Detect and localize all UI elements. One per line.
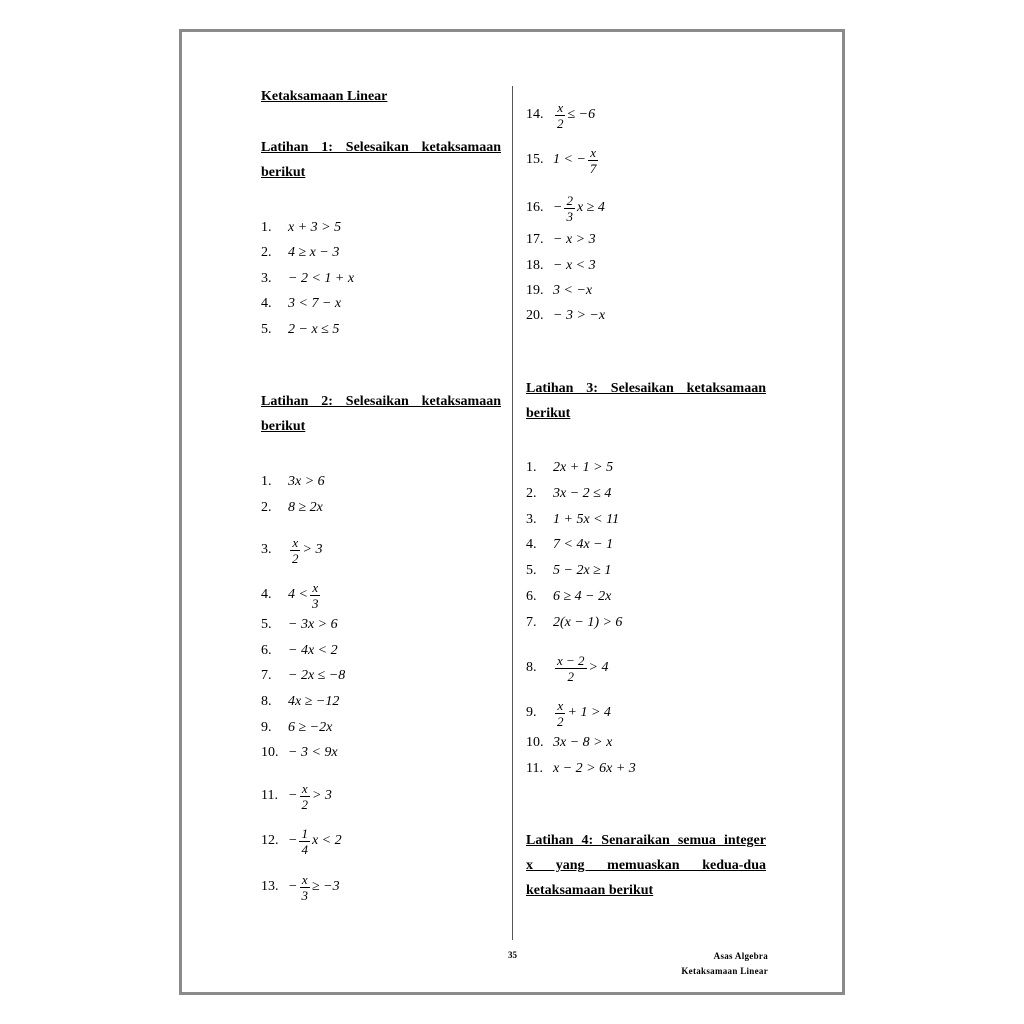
item-number: 14.	[526, 107, 544, 122]
latihan3-item	[526, 561, 611, 581]
latihan3-heading	[526, 376, 766, 426]
item-number: 15.	[526, 152, 544, 167]
inequality-expression: 3x − 8 > x	[553, 735, 613, 750]
inequality-expression: − 3x > 6	[288, 617, 338, 632]
inequality-expression: − 2 < 1 + x	[288, 271, 355, 286]
latihan4-heading-line3: ketaksamaan berikut	[526, 883, 654, 898]
item-number: 3.	[261, 542, 272, 557]
inequality-expression: 7 < 4x − 1	[553, 537, 614, 552]
item-number: 1.	[261, 474, 272, 489]
latihan3-item	[526, 692, 611, 734]
fraction: $\frac{2}{3}$	[566, 192, 573, 224]
inequality-expression: $\frac{x}{2}$ ≤ −6	[557, 99, 596, 131]
item-number: 13.	[261, 879, 279, 894]
item-number: 1.	[261, 220, 272, 235]
inequality-expression: 3 < −x	[553, 283, 593, 298]
item-number: 5.	[526, 563, 537, 578]
latihan2-item	[261, 472, 325, 492]
item-number: 4.	[261, 296, 272, 311]
item-number: 5.	[261, 617, 272, 632]
inequality-expression: − x > 3	[553, 232, 596, 247]
inequality-expression: − x < 3	[553, 258, 596, 273]
inequality-expression: 4 ≥ x − 3	[288, 245, 340, 260]
footer-book-title: Asas Algebra	[713, 951, 768, 961]
item-number: 6.	[526, 589, 537, 604]
item-number: 5.	[261, 322, 272, 337]
item-number: 10.	[261, 745, 279, 760]
running-footer	[681, 949, 768, 979]
latihan3-item	[526, 510, 619, 530]
latihan1-item	[261, 243, 339, 263]
fraction: $\frac{x}{3}$	[301, 871, 308, 903]
latihan2-item	[261, 820, 342, 862]
latihan3-item	[526, 484, 611, 504]
latihan1-item	[261, 294, 341, 314]
item-number: 3.	[261, 271, 272, 286]
latihan2-item	[261, 574, 322, 616]
column-divider	[512, 86, 513, 940]
inequality-expression: − $\frac{x}{3}$ ≥ −3	[288, 871, 340, 903]
latihan3-item	[526, 587, 611, 607]
inequality-expression: 8 ≥ 2x	[288, 500, 323, 515]
item-number: 10.	[526, 735, 544, 750]
inequality-expression: 1 + 5x < 11	[553, 512, 620, 527]
inequality-expression: − $\frac{1}{4}$ x < 2	[288, 825, 342, 857]
inequality-expression: 3 < 7 − x	[288, 296, 342, 311]
latihan1-heading-line1: Latihan 1: Selesaikan ketaksamaan	[261, 140, 501, 155]
item-number: 2.	[526, 486, 537, 501]
inequality-expression: − 3 > −x	[553, 308, 606, 323]
latihan3-item	[526, 759, 636, 779]
latihan3-item	[526, 647, 609, 689]
latihan2-item	[526, 281, 592, 301]
item-number: 12.	[261, 833, 279, 848]
latihan3-heading-line2: berikut	[526, 406, 571, 421]
latihan3-item	[526, 613, 622, 633]
inequality-expression: $\frac{x - 2}{2}$ > 4	[557, 652, 609, 684]
item-number: 8.	[261, 694, 272, 709]
latihan3-heading-line1: Latihan 3: Selesaikan ketaksamaan	[526, 381, 766, 396]
item-number: 3.	[526, 512, 537, 527]
latihan2-heading-line2: berikut	[261, 419, 306, 434]
inequality-expression: − 3 < 9x	[288, 745, 338, 760]
inequality-expression: − 4x < 2	[288, 643, 338, 658]
latihan2-item	[526, 256, 596, 276]
inequality-expression: − $\frac{x}{2}$ > 3	[288, 780, 332, 812]
inequality-expression: $\frac{x}{2}$ > 3	[292, 534, 323, 566]
latihan1-heading-line2: berikut	[261, 165, 306, 180]
inequality-expression: 4 < $\frac{x}{3}$	[288, 579, 319, 611]
inequality-expression: 2 − x ≤ 5	[288, 322, 340, 337]
latihan4-heading-line1: Latihan 4: Senaraikan semua integer	[526, 833, 766, 848]
latihan4-heading	[526, 828, 766, 903]
latihan3-item	[526, 733, 612, 753]
latihan1-item	[261, 218, 341, 238]
fraction: $\frac{1}{4}$	[301, 825, 308, 857]
latihan2-item	[526, 187, 605, 229]
latihan1-item	[261, 320, 339, 340]
item-number: 2.	[261, 245, 272, 260]
latihan2-heading-line1: Latihan 2: Selesaikan ketaksamaan	[261, 394, 501, 409]
latihan2-item	[526, 94, 595, 136]
latihan2-item	[261, 775, 332, 817]
item-number: 18.	[526, 258, 544, 273]
item-number: 4.	[261, 587, 272, 602]
item-number: 11.	[526, 761, 543, 776]
latihan2-item	[261, 743, 338, 763]
latihan2-item	[261, 866, 340, 908]
item-number: 9.	[261, 720, 272, 735]
inequality-expression: 6 ≥ 4 − 2x	[553, 589, 612, 604]
inequality-expression: 4x ≥ −12	[288, 694, 340, 709]
fraction: $\frac{x}{2}$	[292, 534, 299, 566]
inequality-expression: − 2x ≤ −8	[288, 668, 346, 683]
page-title: Ketaksamaan Linear	[261, 89, 388, 104]
inequality-expression: 5 − 2x ≥ 1	[553, 563, 612, 578]
inequality-expression: x + 3 > 5	[288, 220, 342, 235]
item-number: 11.	[261, 788, 278, 803]
item-number: 19.	[526, 283, 544, 298]
latihan2-item	[526, 139, 600, 181]
item-number: 16.	[526, 200, 544, 215]
item-number: 4.	[526, 537, 537, 552]
footer-chapter-title: Ketaksamaan Linear	[681, 966, 768, 976]
item-number: 17.	[526, 232, 544, 247]
latihan2-item	[261, 529, 322, 571]
page-number: 35	[508, 950, 517, 960]
latihan2-item	[261, 666, 345, 686]
item-number: 2.	[261, 500, 272, 515]
inequality-expression: 6 ≥ −2x	[288, 720, 333, 735]
latihan3-item	[526, 458, 613, 478]
latihan1-heading	[261, 135, 501, 185]
item-number: 7.	[526, 615, 537, 630]
inequality-expression: x − 2 > 6x + 3	[553, 761, 636, 776]
inequality-expression: 2x + 1 > 5	[553, 460, 614, 475]
item-number: 9.	[526, 705, 537, 720]
item-number: 6.	[261, 643, 272, 658]
inequality-expression: $\frac{x}{2}$ + 1 > 4	[557, 697, 611, 729]
latihan2-item	[261, 641, 338, 661]
item-number: 20.	[526, 308, 544, 323]
inequality-expression: 3x > 6	[288, 474, 325, 489]
fraction: $\frac{x}{7}$	[589, 144, 597, 176]
item-number: 1.	[526, 460, 537, 475]
latihan1-item	[261, 269, 354, 289]
fraction: $\frac{x}{2}$	[557, 99, 564, 131]
inequality-expression: 3x − 2 ≤ 4	[553, 486, 612, 501]
inequality-expression: 1 < − $\frac{x}{7}$	[553, 144, 597, 176]
latihan2-heading	[261, 389, 501, 439]
fraction: $\frac{x}{2}$	[301, 780, 308, 812]
latihan4-heading-line2: x yang memuaskan kedua-dua	[526, 858, 766, 873]
latihan2-item	[526, 306, 605, 326]
item-number: 8.	[526, 660, 537, 675]
inequality-expression: 2(x − 1) > 6	[553, 615, 623, 630]
document-page	[179, 29, 845, 995]
inequality-expression: − $\frac{2}{3}$ x ≥ 4	[553, 192, 605, 224]
latihan2-item	[261, 498, 323, 518]
fraction: $\frac{x}{2}$	[557, 697, 564, 729]
latihan3-item	[526, 535, 613, 555]
latihan2-item	[261, 615, 338, 635]
item-number: 7.	[261, 668, 272, 683]
fraction: $\frac{x - 2}{2}$	[557, 652, 585, 684]
latihan2-item	[526, 230, 596, 250]
latihan2-item	[261, 718, 332, 738]
latihan2-item	[261, 692, 339, 712]
fraction: $\frac{x}{3}$	[311, 579, 319, 611]
